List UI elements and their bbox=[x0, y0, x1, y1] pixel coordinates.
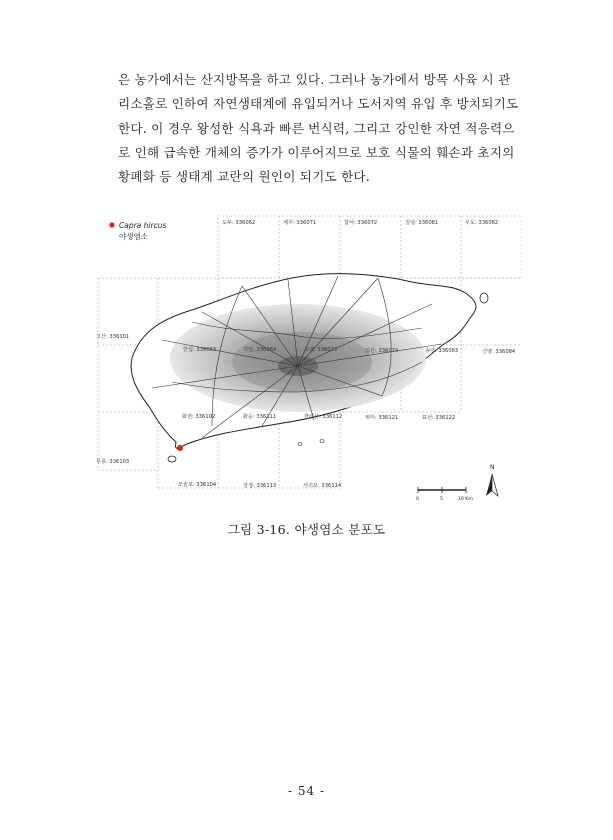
paragraph-line: 리소홀로 인하여 자연생태계에 유입되거나 도서지역 유입 후 방치되기도 bbox=[118, 96, 519, 112]
grid-label: 제주: 336071 bbox=[283, 220, 317, 226]
scale-label: 10 Km bbox=[458, 497, 473, 502]
grid-label: 귀일: 336064 bbox=[243, 347, 277, 353]
north-label: N bbox=[490, 464, 495, 471]
page-number: - 54 - bbox=[287, 784, 325, 798]
grid-label: 한라산: 336112 bbox=[304, 414, 343, 420]
body-paragraph bbox=[118, 68, 546, 189]
grid-label: 도두: 336062 bbox=[222, 220, 256, 226]
grid-label: 신양: 336084 bbox=[482, 349, 516, 355]
grid-label: 오백: 336073 bbox=[304, 347, 338, 353]
paragraph-line: 한다. 이 경우 왕성한 식욕과 빠른 번식력, 그리고 강인한 자연 적응력으 bbox=[118, 120, 515, 136]
paragraph-line: 로 인해 급속한 개체의 증가가 이루어지므로 보호 식물의 훼손과 초지의 bbox=[118, 144, 515, 160]
legend-marker bbox=[109, 222, 114, 227]
legend-latin-name: Capra hircus bbox=[119, 221, 167, 230]
grid-label: 서귀포: 336114 bbox=[303, 483, 342, 489]
grid-label: 우도: 336082 bbox=[465, 220, 499, 226]
small-island bbox=[298, 443, 302, 446]
grid-label: 송당: 336083 bbox=[425, 348, 459, 354]
grid-label: 고산: 336101 bbox=[96, 334, 130, 340]
grid-label: 김녕: 336081 bbox=[405, 220, 439, 226]
north-arrow bbox=[486, 464, 498, 496]
distribution-map bbox=[92, 212, 522, 502]
grid-label: 입산: 336074 bbox=[365, 348, 399, 354]
small-island bbox=[320, 440, 324, 443]
udo-island bbox=[480, 293, 488, 303]
small-island bbox=[168, 456, 176, 462]
paragraph-line: 은 농가에서는 산지방목을 하고 있다. 그러나 농가에서 방목 사육 시 관 bbox=[118, 72, 511, 87]
grid-label: 위미: 336121 bbox=[365, 415, 399, 421]
north-arrow-right bbox=[492, 474, 498, 496]
grid-label: 모슬포: 336104 bbox=[178, 482, 217, 488]
grid-label: 화전: 336102 bbox=[182, 414, 216, 420]
grid-label: 함덕: 336072 bbox=[344, 220, 378, 226]
north-arrow-left bbox=[486, 474, 492, 496]
legend-korean-name: 야생염소 bbox=[119, 232, 148, 241]
paragraph-line: 황폐화 등 생태계 교란의 원인이 되기도 한다. bbox=[118, 169, 371, 185]
grid-label: 강정: 336113 bbox=[243, 483, 277, 489]
grid-label: 한림: 336063 bbox=[183, 347, 217, 353]
figure-caption: 그림 3-16. 야생염소 분포도 bbox=[227, 522, 386, 537]
map-svg bbox=[92, 212, 522, 502]
grid-label: 화순: 336111 bbox=[243, 414, 277, 420]
grid-label: 무릉: 336103 bbox=[96, 459, 130, 465]
scale-label: 5 bbox=[440, 497, 443, 502]
grid-label: 표선: 336122 bbox=[422, 415, 456, 421]
scale-bar bbox=[416, 487, 473, 502]
scale-label: 0 bbox=[416, 497, 419, 502]
occurrence-marker bbox=[177, 445, 183, 451]
